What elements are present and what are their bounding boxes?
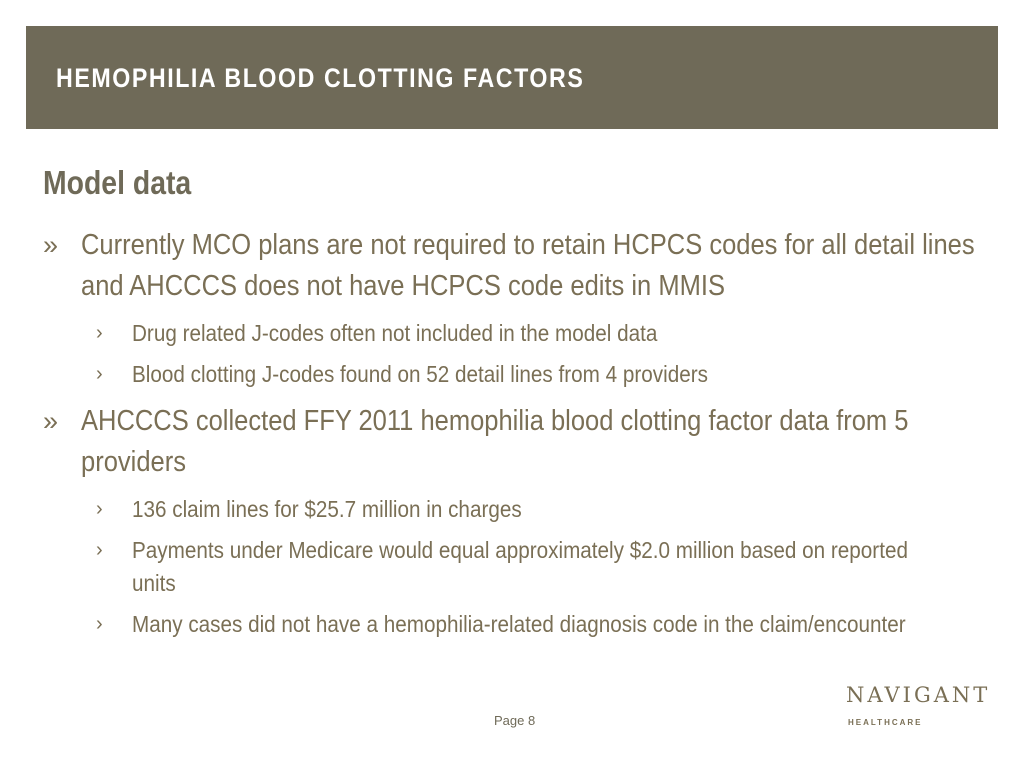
logo-wordmark: NAVIGANT bbox=[846, 683, 991, 707]
sub-bullet-item bbox=[43, 493, 993, 526]
sub-bullet-marker: › bbox=[96, 539, 103, 561]
sub-bullet-text: Payments under Medicare would equal approximately $2.0 million based on reported units bbox=[132, 537, 908, 596]
bullet-marker: » bbox=[43, 406, 59, 436]
logo-subtitle: HEALTHCARE bbox=[848, 718, 923, 727]
navigant-logo bbox=[846, 683, 991, 731]
sub-bullet-text: Drug related J-codes often not included in the model data bbox=[132, 320, 658, 346]
bullet-item bbox=[43, 225, 993, 307]
sub-bullet-item bbox=[43, 317, 993, 350]
bullet-list bbox=[43, 225, 993, 647]
sub-bullet-text: Many cases did not have a hemophilia-related diagnosis code in the claim/encounter bbox=[132, 611, 906, 637]
sub-bullet-item bbox=[43, 608, 993, 641]
sub-bullet-marker: › bbox=[96, 613, 103, 635]
sub-bullet-item bbox=[43, 534, 993, 600]
bullet-marker: » bbox=[43, 230, 59, 260]
section-title: Model data bbox=[43, 164, 192, 201]
page-number: Page 8 bbox=[494, 713, 536, 728]
sub-bullet-marker: › bbox=[96, 322, 103, 344]
sub-bullet-text: 136 claim lines for $25.7 million in charges bbox=[132, 496, 522, 522]
slide-title: HEMOPHILIA BLOOD CLOTTING FACTORS bbox=[56, 63, 585, 93]
sub-bullet-marker: › bbox=[96, 498, 103, 520]
bullet-item bbox=[43, 401, 993, 483]
sub-bullet-marker: › bbox=[96, 363, 103, 385]
sub-bullet-text: Blood clotting J-codes found on 52 detail lines from 4 providers bbox=[132, 361, 708, 387]
header-bar bbox=[26, 26, 998, 129]
sub-bullet-item bbox=[43, 358, 993, 391]
bullet-text: AHCCCS collected FFY 2011 hemophilia blood clotting factor data from 5 providers bbox=[81, 405, 909, 478]
bullet-text: Currently MCO plans are not required to retain HCPCS codes for all detail lines and AHCCCS does not have HCPCS code edits in MMIS bbox=[81, 229, 975, 302]
